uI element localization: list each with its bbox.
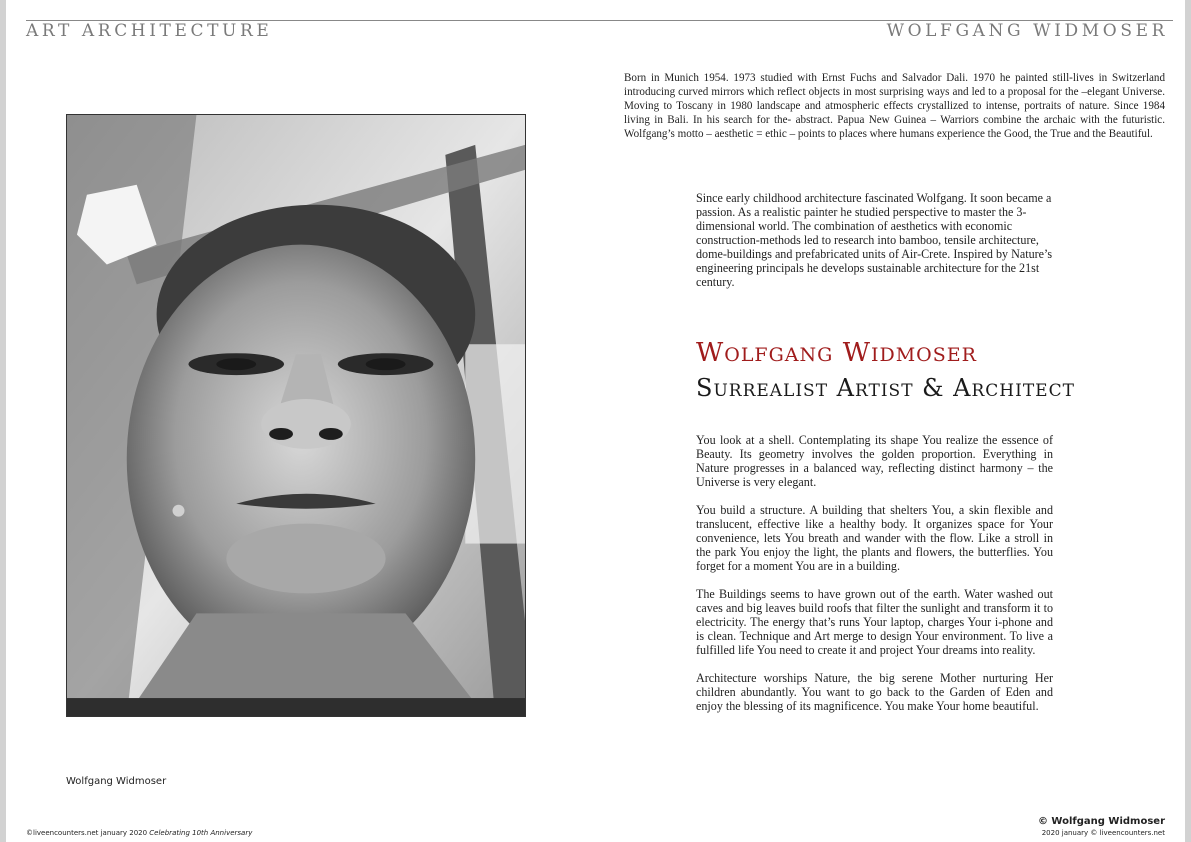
portrait-photo bbox=[66, 114, 526, 717]
magazine-page bbox=[6, 0, 1185, 842]
bio-paragraph: Born in Munich 1954. 1973 studied with Ernst Fuchs and Salvador Dali. 1970 he painted still-lives in Switzerland introducing curved mirrors which reflect objects in most surprising ways and led to a proposal for the –elegant Universe. Moving to Toscany in 1980 landscape and atmospheric effects crystallized to intense, portraits of nature. Since 1984 living in Bali. In his search for the- abstract. Papua New Guinea – Warriors combine the archaic with the futuristic. Wolfgang’s motto – aesthetic = ethic – points to places where humans experience the Good, the True and the Beautiful. bbox=[624, 72, 1165, 140]
body-paragraph: You look at a shell. Contemplating its shape You realize the essence of Beauty. Its geometry involves the golden proportion. Everything in Nature progresses in a balanced way, reflecting distinct harmony – the Universe is very elegant. bbox=[696, 433, 1053, 489]
article-subheadline: Surrealist Artist & Architect bbox=[696, 374, 1075, 402]
section-title: ART ARCHITECTURE bbox=[26, 21, 273, 41]
footer-right: 2020 january © liveencounters.net bbox=[1041, 829, 1165, 837]
body-paragraph: You build a structure. A building that shelters You, a skin flexible and translucent, effective like a healthy body. It organizes space for Your convenience, lets You breath and wander with the flow. Like a stroll in the park You enjoy the light, the plants and flowers, the butterflies. You forget for a moment You are in a building. bbox=[696, 503, 1053, 573]
footer-tagline: Celebrating 10th Anniversary bbox=[149, 829, 253, 837]
portrait-illustration bbox=[67, 115, 525, 716]
footer-site: ©liveencounters.net january 2020 bbox=[26, 829, 148, 837]
photo-caption: Wolfgang Widmoser bbox=[66, 776, 167, 787]
article-body bbox=[696, 433, 1053, 727]
footer-left bbox=[26, 829, 252, 837]
article-headline: Wolfgang Widmoser bbox=[696, 337, 977, 368]
intro-paragraph: Since early childhood architecture fascinated Wolfgang. It soon became a passion. As a realistic painter he studied perspective to master the 3-dimensional world. The combination of aesthetics with economic construction-methods led to research into bamboo, tensile architecture, dome-buildings and prefabricated units of Air-Crete. Inspired by Nature’s engineering principals he develops sustainable architecture for the 21st century. bbox=[696, 191, 1053, 289]
author-header: WOLFGANG WIDMOSER bbox=[886, 21, 1168, 41]
body-paragraph: The Buildings seems to have grown out of the earth. Water washed out caves and big leaves build roofs that filter the sunlight and transform it to electricity. The energy that’s runs Your laptop, charges Your i-phone and is clean. Technique and Art merge to design Your environment. To live a fulfilled life You need to create it and project Your dreams into reality. bbox=[696, 587, 1053, 657]
photo-copyright: © Wolfgang Widmoser bbox=[1037, 816, 1165, 827]
body-paragraph: Architecture worships Nature, the big serene Mother nurturing Her children abundantly. You want to go back to the Garden of Eden and enjoy the blessing of its magnificence. You make Your home beautiful. bbox=[696, 671, 1053, 713]
